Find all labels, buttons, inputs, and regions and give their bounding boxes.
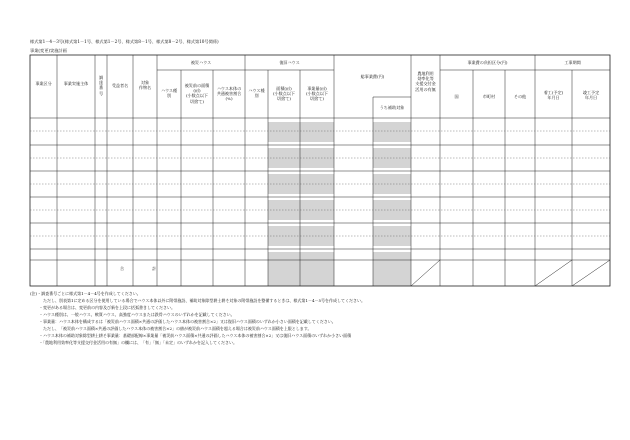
col-fukkyu-area: 面積(㎡) (小数点以下 切捨て): [272, 86, 296, 102]
total-label: 合 計: [120, 266, 157, 271]
note-2: ただし、別表第1に定める区分を使用している場合でハウス本体以外に附帯施設、補助対象除型耕土耕そ対象の附帯施設を整備するときは、様式第1－4－5号を作成してください。: [39, 298, 366, 303]
note-6: ただし、「被災前ハウス面積×共通の評価したハウス本体の被害割合×2」の値が被災前ハウス面積を超える場合は被災前ハウス面積を上限とします。: [39, 326, 312, 331]
group-hisai-house: 被災ハウス: [190, 60, 212, 65]
note-7: ・ハウス本体の補助対象除型耕土耕そ事業量：基礎部配線×事業量「被災前ハウス面積×共通の評価したハウス本体の被害割合×2」又は復旧ハウス面積のいずれか小さい面積: [39, 333, 352, 338]
note-4: ・ハウス種別は、一般ハウス、軟質ハウス、高強度ハウスまたは鉄骨ハウスのいずれかを記載してください。: [39, 312, 235, 317]
col-chotatsu: 調 達 番 号: [98, 75, 104, 96]
group-fukkyu-house: 復旧ハウス: [279, 60, 300, 65]
col-hisai-area: 被災前の面積 (㎡) (小数点以下 切捨て): [184, 83, 210, 104]
col-futan-kuni: 国: [454, 94, 459, 99]
col-futan-other: その他: [513, 94, 527, 99]
col-sojigyohi: 総事業費(円): [360, 74, 385, 79]
notes-section: [30, 290, 610, 346]
col-koki-start: 着工(予定) 年月日: [543, 90, 564, 101]
note-3: ・変更がある場合は、変更前の内容及び新を上段に括弧書きしてください。: [39, 305, 175, 310]
note-1: (注)・調査番号ごとに様式第1－4－4号を作成してください。: [30, 291, 141, 296]
col-koki-end: 竣工予定 年月日: [582, 90, 600, 101]
note-5: ・事業量：ハウス本体を構成するは「被災前ハウス面積×共通の評価したハウス本体の被害割合×2」又は復旧ハウス面積のいずれか小さい面積を記載してください。: [39, 319, 336, 324]
table-title: 事業(変更)実施計画: [30, 48, 67, 53]
col-jigyo-shutai: 事業実施主体: [63, 81, 89, 86]
group-futan: 事業費の負担区分(円): [467, 60, 508, 65]
group-koki: 工事期間: [564, 60, 581, 65]
col-fukkyu-type: ハウス種 別: [248, 88, 265, 99]
col-futan-city: 市町村: [482, 94, 496, 99]
col-uchi-hojo: うち補助対象: [379, 105, 405, 110]
col-fukkyu-qty: 事業量(㎡) (小数点以下 切捨て): [305, 86, 329, 102]
note-8: ・「農地利用効率化等支援交付金活用の有無」の欄には、「有」「無」「未定」のいずれかを記入してください。: [39, 340, 237, 345]
form-number-line: 様式第1－4－3号(様式第1－1号、様式第1－2号、様式第8－1号、様式第8－2号、様式第10号関係): [30, 39, 219, 44]
col-sakumotsu: 対象 作物名: [138, 80, 152, 91]
col-nousai: 農地利用 効率化等 支援交付金 活用の有無: [415, 71, 436, 92]
col-hisai-type: ハウス種 別: [160, 88, 178, 99]
col-hisai-ratio: ハウス本体の 共通被害割合 (%): [216, 86, 242, 102]
col-jigyo-kubun: 事業区分: [35, 81, 52, 86]
shaded-cells: [268, 122, 411, 286]
col-jukeisha: 受益者名: [111, 83, 129, 88]
